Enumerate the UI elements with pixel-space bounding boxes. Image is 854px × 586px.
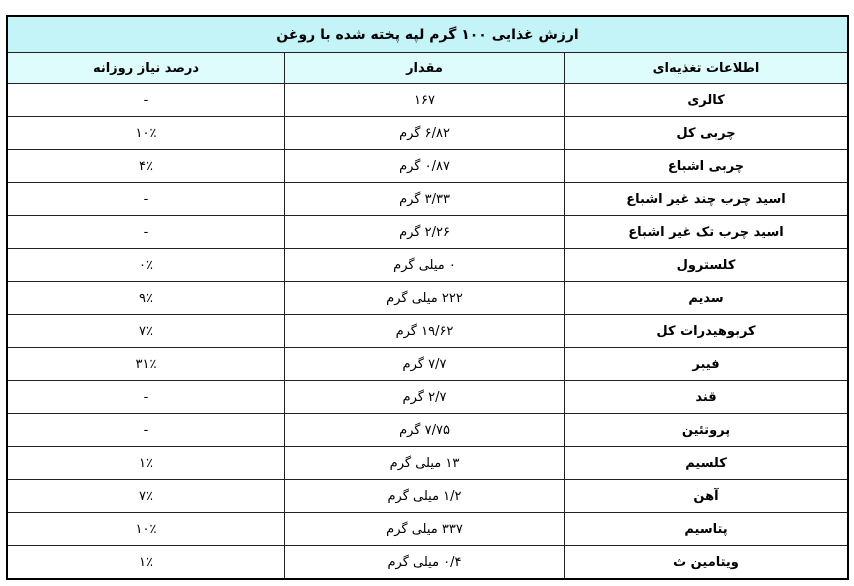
table-row [7, 546, 848, 580]
nutrient-amount: ۲/۷ گرم [285, 381, 565, 414]
daily-percent: ۰٪ [7, 249, 285, 282]
daily-percent: ۹٪ [7, 282, 285, 315]
nutrient-amount: ۱۹/۶۲ گرم [285, 315, 565, 348]
table-row [7, 216, 848, 249]
nutrient-amount: ۱۳ میلی گرم [285, 447, 565, 480]
nutrient-amount: ۱۶۷ [285, 84, 565, 117]
daily-percent: ۱۰٪ [7, 117, 285, 150]
daily-percent: - [7, 381, 285, 414]
nutrient-name: قند [565, 381, 849, 414]
daily-percent: - [7, 414, 285, 447]
nutrient-amount: ۲۲۲ میلی گرم [285, 282, 565, 315]
nutrition-table [6, 15, 849, 580]
daily-percent: ۱٪ [7, 447, 285, 480]
nutrient-amount: ۷/۷۵ گرم [285, 414, 565, 447]
table-row [7, 447, 848, 480]
daily-percent: ۷٪ [7, 315, 285, 348]
table-row [7, 381, 848, 414]
table-row [7, 315, 848, 348]
nutrient-name: کربوهیدرات کل [565, 315, 849, 348]
nutrient-amount: ۷/۷ گرم [285, 348, 565, 381]
daily-percent: - [7, 183, 285, 216]
nutrient-name: چربی کل [565, 117, 849, 150]
nutrient-name: پروتئین [565, 414, 849, 447]
nutrient-name: پتاسیم [565, 513, 849, 546]
nutrient-amount: ۳۳۷ میلی گرم [285, 513, 565, 546]
table-row [7, 183, 848, 216]
nutrient-amount: ۲/۲۶ گرم [285, 216, 565, 249]
daily-percent: ۳۱٪ [7, 348, 285, 381]
nutrient-name: اسید چرب تک غیر اشباع [565, 216, 849, 249]
daily-percent: ۱۰٪ [7, 513, 285, 546]
nutrient-name: کلسترول [565, 249, 849, 282]
table-row [7, 117, 848, 150]
nutrient-amount: ۳/۳۳ گرم [285, 183, 565, 216]
nutrient-name: چربی اشباع [565, 150, 849, 183]
nutrient-name: کلسیم [565, 447, 849, 480]
nutrient-amount: ۱/۲ میلی گرم [285, 480, 565, 513]
nutrient-name: فیبر [565, 348, 849, 381]
nutrient-name: سدیم [565, 282, 849, 315]
nutrient-amount: ۰/۸۷ گرم [285, 150, 565, 183]
table-row [7, 414, 848, 447]
daily-percent: ۴٪ [7, 150, 285, 183]
table-row [7, 348, 848, 381]
table-row [7, 282, 848, 315]
nutrient-name: آهن [565, 480, 849, 513]
nutrient-amount: ۰/۴ میلی گرم [285, 546, 565, 580]
header-daily-percent: درصد نیاز روزانه [7, 53, 285, 84]
table-title: ارزش غذایی ۱۰۰ گرم لپه پخته شده با روغن [7, 16, 848, 53]
daily-percent: - [7, 216, 285, 249]
nutrient-name: کالری [565, 84, 849, 117]
nutrient-name: اسید چرب چند غیر اشباع [565, 183, 849, 216]
table-row [7, 513, 848, 546]
table-row [7, 150, 848, 183]
nutrient-name: ویتامین ث [565, 546, 849, 580]
header-nutrition-info: اطلاعات تغذیه‌ای [565, 53, 849, 84]
table-row [7, 84, 848, 117]
daily-percent: - [7, 84, 285, 117]
daily-percent: ۱٪ [7, 546, 285, 580]
header-amount: مقدار [285, 53, 565, 84]
daily-percent: ۷٪ [7, 480, 285, 513]
nutrient-amount: ۶/۸۲ گرم [285, 117, 565, 150]
table-row [7, 480, 848, 513]
nutrient-amount: ۰ میلی گرم [285, 249, 565, 282]
table-row [7, 249, 848, 282]
